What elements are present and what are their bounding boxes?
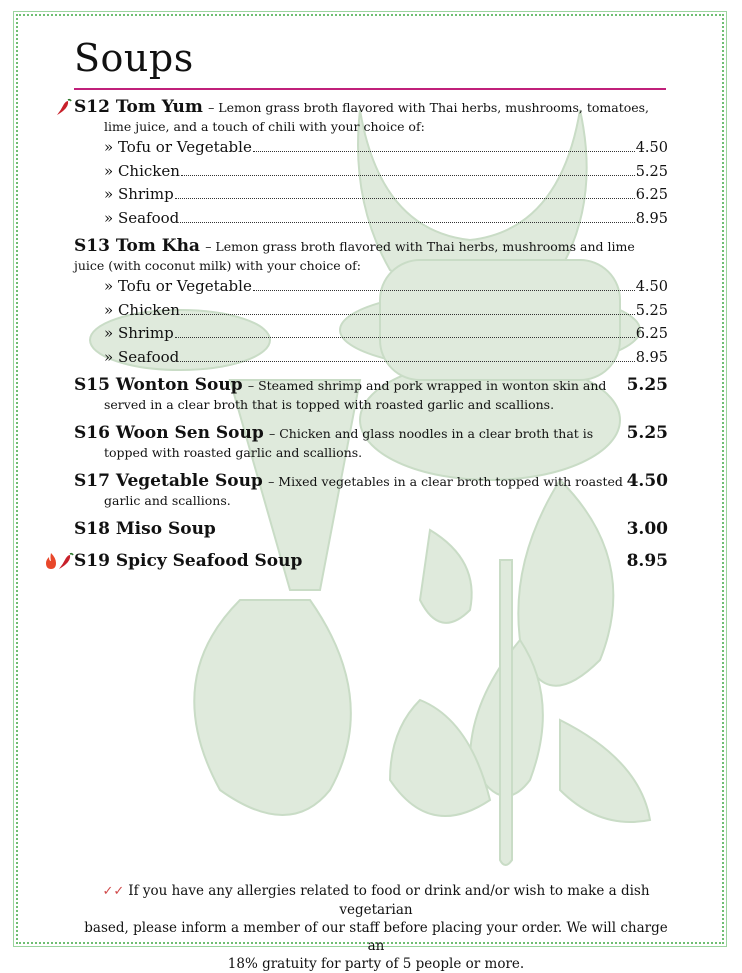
item-name: S17 Vegetable Soup [74,471,263,491]
dot-leader [180,222,634,223]
dot-leader [175,337,635,338]
option-name: » Tofu or Vegetable [104,277,252,295]
item-name: S12 Tom Yum [74,97,203,117]
item-description: – Steamed shrimp and pork wrapped in wonton skin and [247,378,607,393]
option-price: 5.25 [635,302,668,319]
menu-item-s16 [74,423,668,462]
option-name: » Shrimp [104,324,174,342]
option-price: 4.50 [635,279,668,295]
item-price: 5.25 [626,423,668,443]
dot-leader [180,361,634,362]
item-price: 8.95 [626,551,668,571]
option-row [74,299,668,323]
option-name: » Seafood [104,347,180,366]
note-line: based, please inform a member of our staff before placing your order. We will charge an [84,920,668,954]
item-description: – Mixed vegetables in a clear broth topped with roasted [268,474,623,489]
menu-item-s19 [74,551,668,571]
option-name: » Seafood [104,208,180,227]
item-name: S15 Wonton Soup [74,375,243,395]
option-row [74,275,668,299]
item-description: topped with roasted garlic and scallions. [104,445,363,460]
page-title: Soups [74,36,194,80]
note-line: If you have any allergies related to food or drink and/or wish to make a dish vegetarian [128,883,650,918]
flame-icon [44,552,58,570]
dot-leader [181,175,635,176]
dot-leader [253,290,635,291]
item-name: S16 Woon Sen Soup [74,423,264,443]
option-row [74,207,668,231]
item-description: served in a clear broth that is topped with roasted garlic and scallions. [104,397,555,412]
item-name: S18 Miso Soup [74,519,216,539]
allergy-note [80,882,672,973]
chili-pepper-icon [56,98,72,116]
menu-item-s17 [74,471,668,510]
dot-leader [175,198,635,199]
option-price: 8.95 [635,349,668,366]
dot-leader [253,151,635,152]
option-name: » Chicken [104,300,180,319]
item-description: – Chicken and glass noodles in a clear broth that is [269,426,594,441]
menu-item-s15 [74,375,668,414]
item-price: 4.50 [626,471,668,491]
item-description: – Lemon grass broth flavored with Thai herbs, mushrooms, tomatoes, [208,100,650,115]
option-row [74,136,668,160]
option-name: » Chicken [104,161,180,180]
option-name: » Shrimp [104,185,174,203]
option-row [74,183,668,207]
chili-pepper-icon [58,552,74,570]
menu-item-s18 [74,519,668,539]
item-description: juice (with coconut milk) with your choice of: [74,258,361,273]
note-line: 18% gratuity for party of 5 people or more. [227,956,525,972]
option-name: » Tofu or Vegetable [104,138,252,156]
option-price: 4.50 [635,140,668,156]
menu-item-s12 [74,97,668,230]
title-divider [74,88,666,90]
item-name: S13 Tom Kha [74,236,200,256]
option-price: 8.95 [635,210,668,227]
option-price: 6.25 [635,326,668,342]
item-description: garlic and scallions. [104,493,231,508]
option-price: 5.25 [635,163,668,180]
option-row [74,346,668,370]
menu-item-s13 [74,236,668,369]
item-price: 5.25 [626,375,668,395]
dot-leader [181,314,635,315]
option-row [74,322,668,346]
item-name: S19 Spicy Seafood Soup [74,551,303,571]
item-description: – Lemon grass broth flavored with Thai herbs, mushrooms and lime [205,239,635,254]
checkmark-icon: ✓✓ [102,884,125,899]
option-price: 6.25 [635,187,668,203]
item-price: 3.00 [626,519,668,539]
item-description: lime juice, and a touch of chili with your choice of: [104,119,425,134]
option-row [74,160,668,184]
